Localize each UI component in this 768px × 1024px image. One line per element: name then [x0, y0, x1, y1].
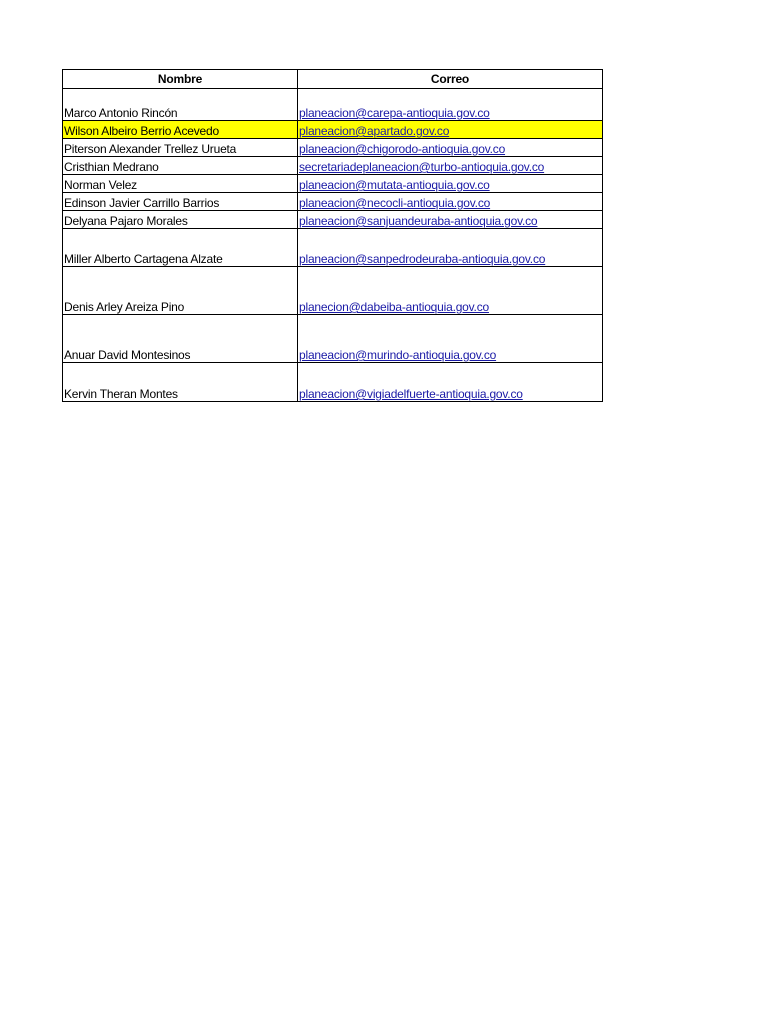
email-cell	[298, 175, 603, 193]
email-link[interactable]: planeacion@chigorodo-antioquia.gov.co	[299, 142, 506, 156]
email-cell	[298, 229, 603, 267]
email-cell	[298, 139, 603, 157]
email-link[interactable]: planeacion@sanjuandeuraba-antioquia.gov.co	[299, 214, 538, 228]
column-header-correo: Correo	[298, 70, 603, 89]
table-row	[63, 315, 603, 363]
table-row	[63, 229, 603, 267]
name-cell: Cristhian Medrano	[63, 157, 298, 175]
email-cell	[298, 121, 603, 139]
name-cell: Anuar David Montesinos	[63, 315, 298, 363]
email-link[interactable]: planeacion@murindo-antioquia.gov.co	[299, 348, 497, 362]
table-row	[63, 363, 603, 402]
table-row	[63, 267, 603, 315]
name-cell: Wilson Albeiro Berrio Acevedo	[63, 121, 298, 139]
email-cell	[298, 363, 603, 402]
table-row	[63, 193, 603, 211]
email-link[interactable]: planeacion@apartado.gov.co	[299, 124, 450, 138]
name-cell: Denis Arley Areiza Pino	[63, 267, 298, 315]
email-cell	[298, 211, 603, 229]
name-cell: Edinson Javier Carrillo Barrios	[63, 193, 298, 211]
table-row	[63, 157, 603, 175]
email-link[interactable]: planeacion@vigiadelfuerte-antioquia.gov.co	[299, 387, 523, 401]
table-row	[63, 211, 603, 229]
name-cell: Norman Velez	[63, 175, 298, 193]
contacts-table	[62, 69, 603, 402]
email-cell	[298, 315, 603, 363]
table-row	[63, 139, 603, 157]
email-cell	[298, 157, 603, 175]
email-cell	[298, 267, 603, 315]
email-link[interactable]: planeacion@sanpedrodeuraba-antioquia.gov.co	[299, 252, 546, 266]
name-cell: Marco Antonio Rincón	[63, 89, 298, 121]
name-cell: Delyana Pajaro Morales	[63, 211, 298, 229]
email-link[interactable]: planeacion@carepa-antioquia.gov.co	[299, 106, 490, 120]
table-row	[63, 175, 603, 193]
email-cell	[298, 193, 603, 211]
name-cell: Piterson Alexander Trellez Urueta	[63, 139, 298, 157]
email-link[interactable]: planeacion@necocli-antioquia.gov.co	[299, 196, 491, 210]
email-link[interactable]: planecion@dabeiba-antioquia.gov.co	[299, 300, 489, 314]
name-cell: Miller Alberto Cartagena Alzate	[63, 229, 298, 267]
column-header-nombre: Nombre	[63, 70, 298, 89]
email-link[interactable]: secretariadeplaneacion@turbo-antioquia.gov.co	[299, 160, 545, 174]
table-row	[63, 89, 603, 121]
email-link[interactable]: planeacion@mutata-antioquia.gov.co	[299, 178, 490, 192]
name-cell: Kervin Theran Montes	[63, 363, 298, 402]
table-header-row	[63, 70, 603, 89]
email-cell	[298, 89, 603, 121]
table-row-highlighted	[63, 121, 603, 139]
